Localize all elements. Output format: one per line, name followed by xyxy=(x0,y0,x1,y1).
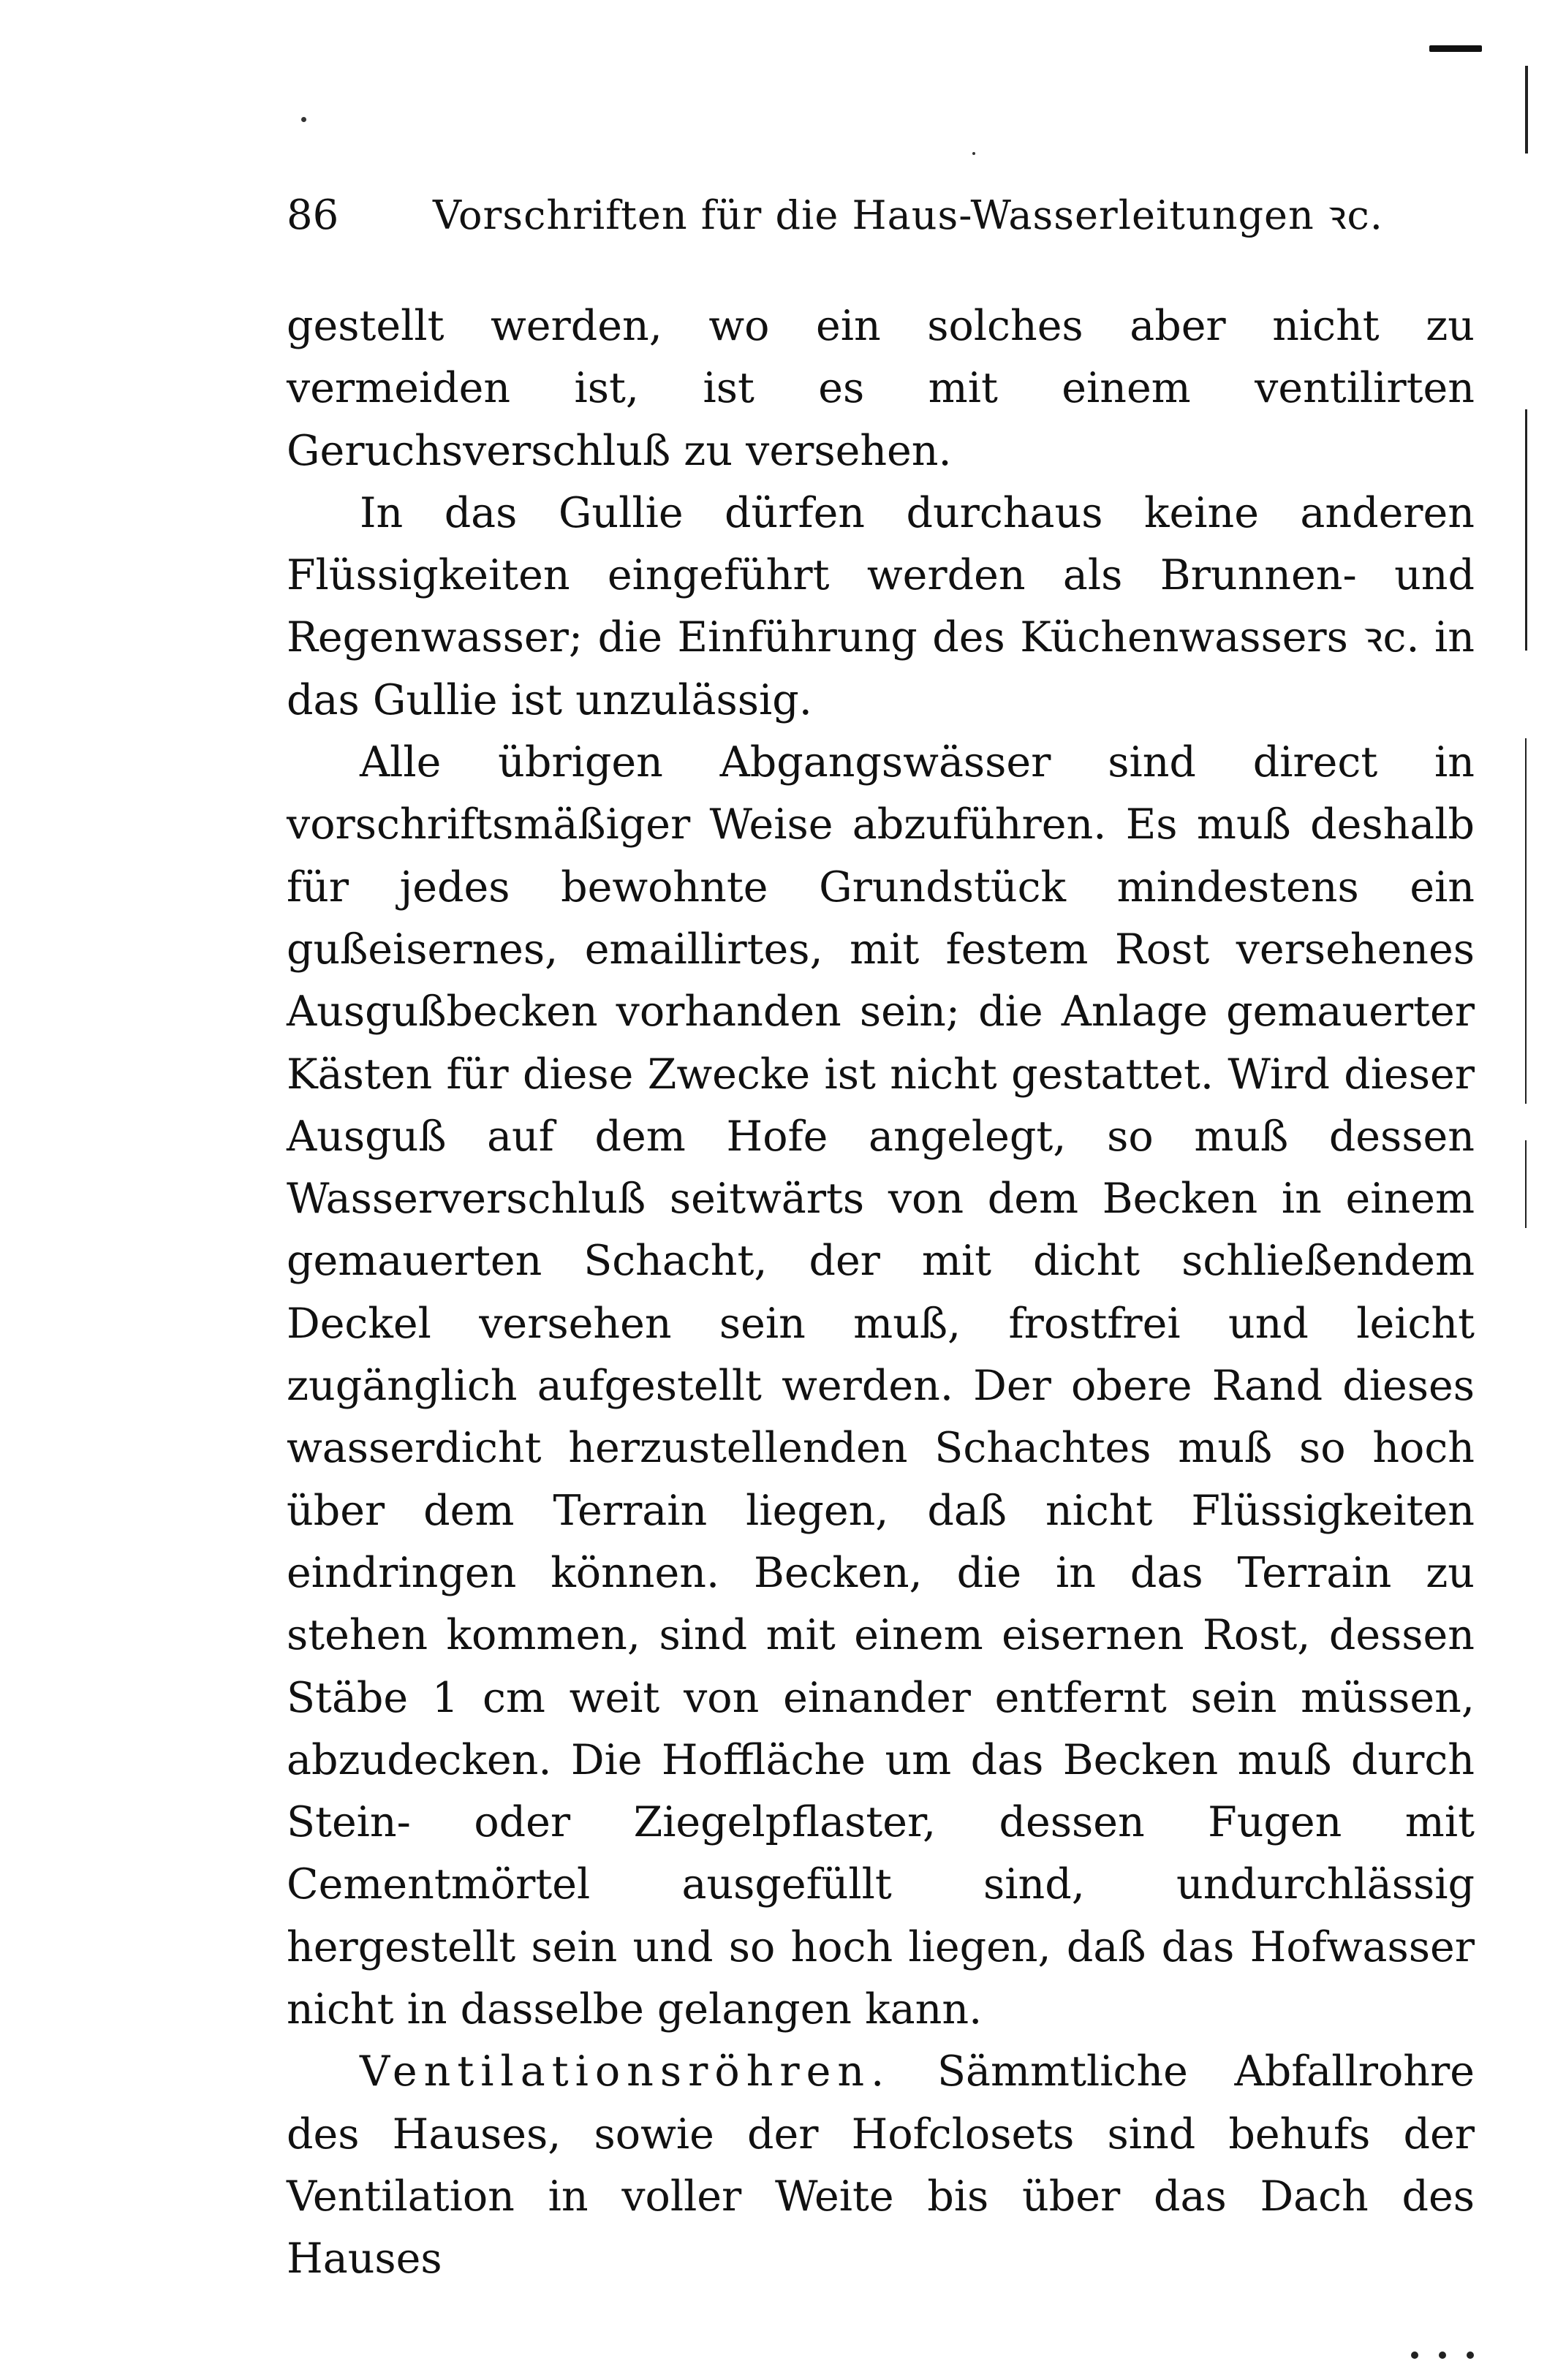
section-heading: Ventilationsröhren. xyxy=(360,2047,891,2096)
body-text xyxy=(287,295,1475,2291)
paragraph-gullie: In das Gullie dürfen durchaus keine anderen Flüssigkeiten eingeführt werden als Brunnen- und Regenwasser; die Einführung des Küchenwassers ꝛc. in das Gullie ist unzulässig. xyxy=(287,488,1475,724)
speck xyxy=(1439,2351,1446,2359)
speck xyxy=(1467,2351,1474,2359)
page-edge-line xyxy=(1525,1140,1527,1228)
paragraph-abgangswaesser: Alle übrigen Abgangswässer sind direct in vorschriftsmäßiger Weise abzuführen. Es muß deshalb für jedes bewohnte Grundstück mindestens ein gußeisernes, emaillirtes, mit festem Rost versehenes Ausgußbecken vorhanden sein; die Anlage gemauerter Kästen für diese Zwecke ist nicht gestattet. Wird dieser Ausguß auf dem Hofe angelegt, so muß dessen Wasserverschluß seitwärts von dem Becken in einem gemauerten Schacht, der mit dicht schließendem Deckel versehen sein muß, frostfrei und leicht zugänglich aufgestellt werden. Der obere Rand dieses wasserdicht herzustellenden Schachtes muß so hoch über dem Terrain liegen, daß nicht Flüssigkeiten eindringen können. Becken, die in das Terrain zu stehen kommen, sind mit einem eisernen Rost, dessen Stäbe 1 cm weit von einander entfernt sein müssen, abzudecken. Die Hoffläche um das Becken muß durch Stein- oder Ziegelpflaster, dessen Fugen mit Cementmörtel ausgefüllt sind, undurchlässig hergestellt sein und so hoch liegen, daß das Hofwasser nicht in dasselbe gelangen kann. xyxy=(287,738,1475,2034)
page-edge-line xyxy=(1525,738,1527,1104)
page-edge-line xyxy=(1525,409,1527,651)
running-title: Vorschriften für die Haus-Wasserleitungen ꝛc. xyxy=(433,192,1383,238)
paragraph-ventilation xyxy=(287,2041,1475,2290)
paragraph-ventilation-text: Sämmtliche Abfallrohre des Hauses, sowie der Hofclosets sind behufs der Ventilation in voller Weite bis über das Dach des Hauses xyxy=(287,2047,1475,2284)
page-edge-line xyxy=(1525,66,1528,154)
bottom-specks xyxy=(1411,2348,1521,2357)
paper-speck xyxy=(972,152,975,155)
speck xyxy=(1411,2351,1418,2359)
paper-speck xyxy=(301,117,306,122)
paragraph-continued: gestellt werden, wo ein solches aber nicht zu vermeiden ist, ist es mit einem ventilirten Geruchsverschluß zu versehen. xyxy=(287,302,1475,475)
printing-mark xyxy=(1429,45,1482,52)
page-header xyxy=(287,183,1471,249)
page-number: 86 xyxy=(287,192,339,239)
